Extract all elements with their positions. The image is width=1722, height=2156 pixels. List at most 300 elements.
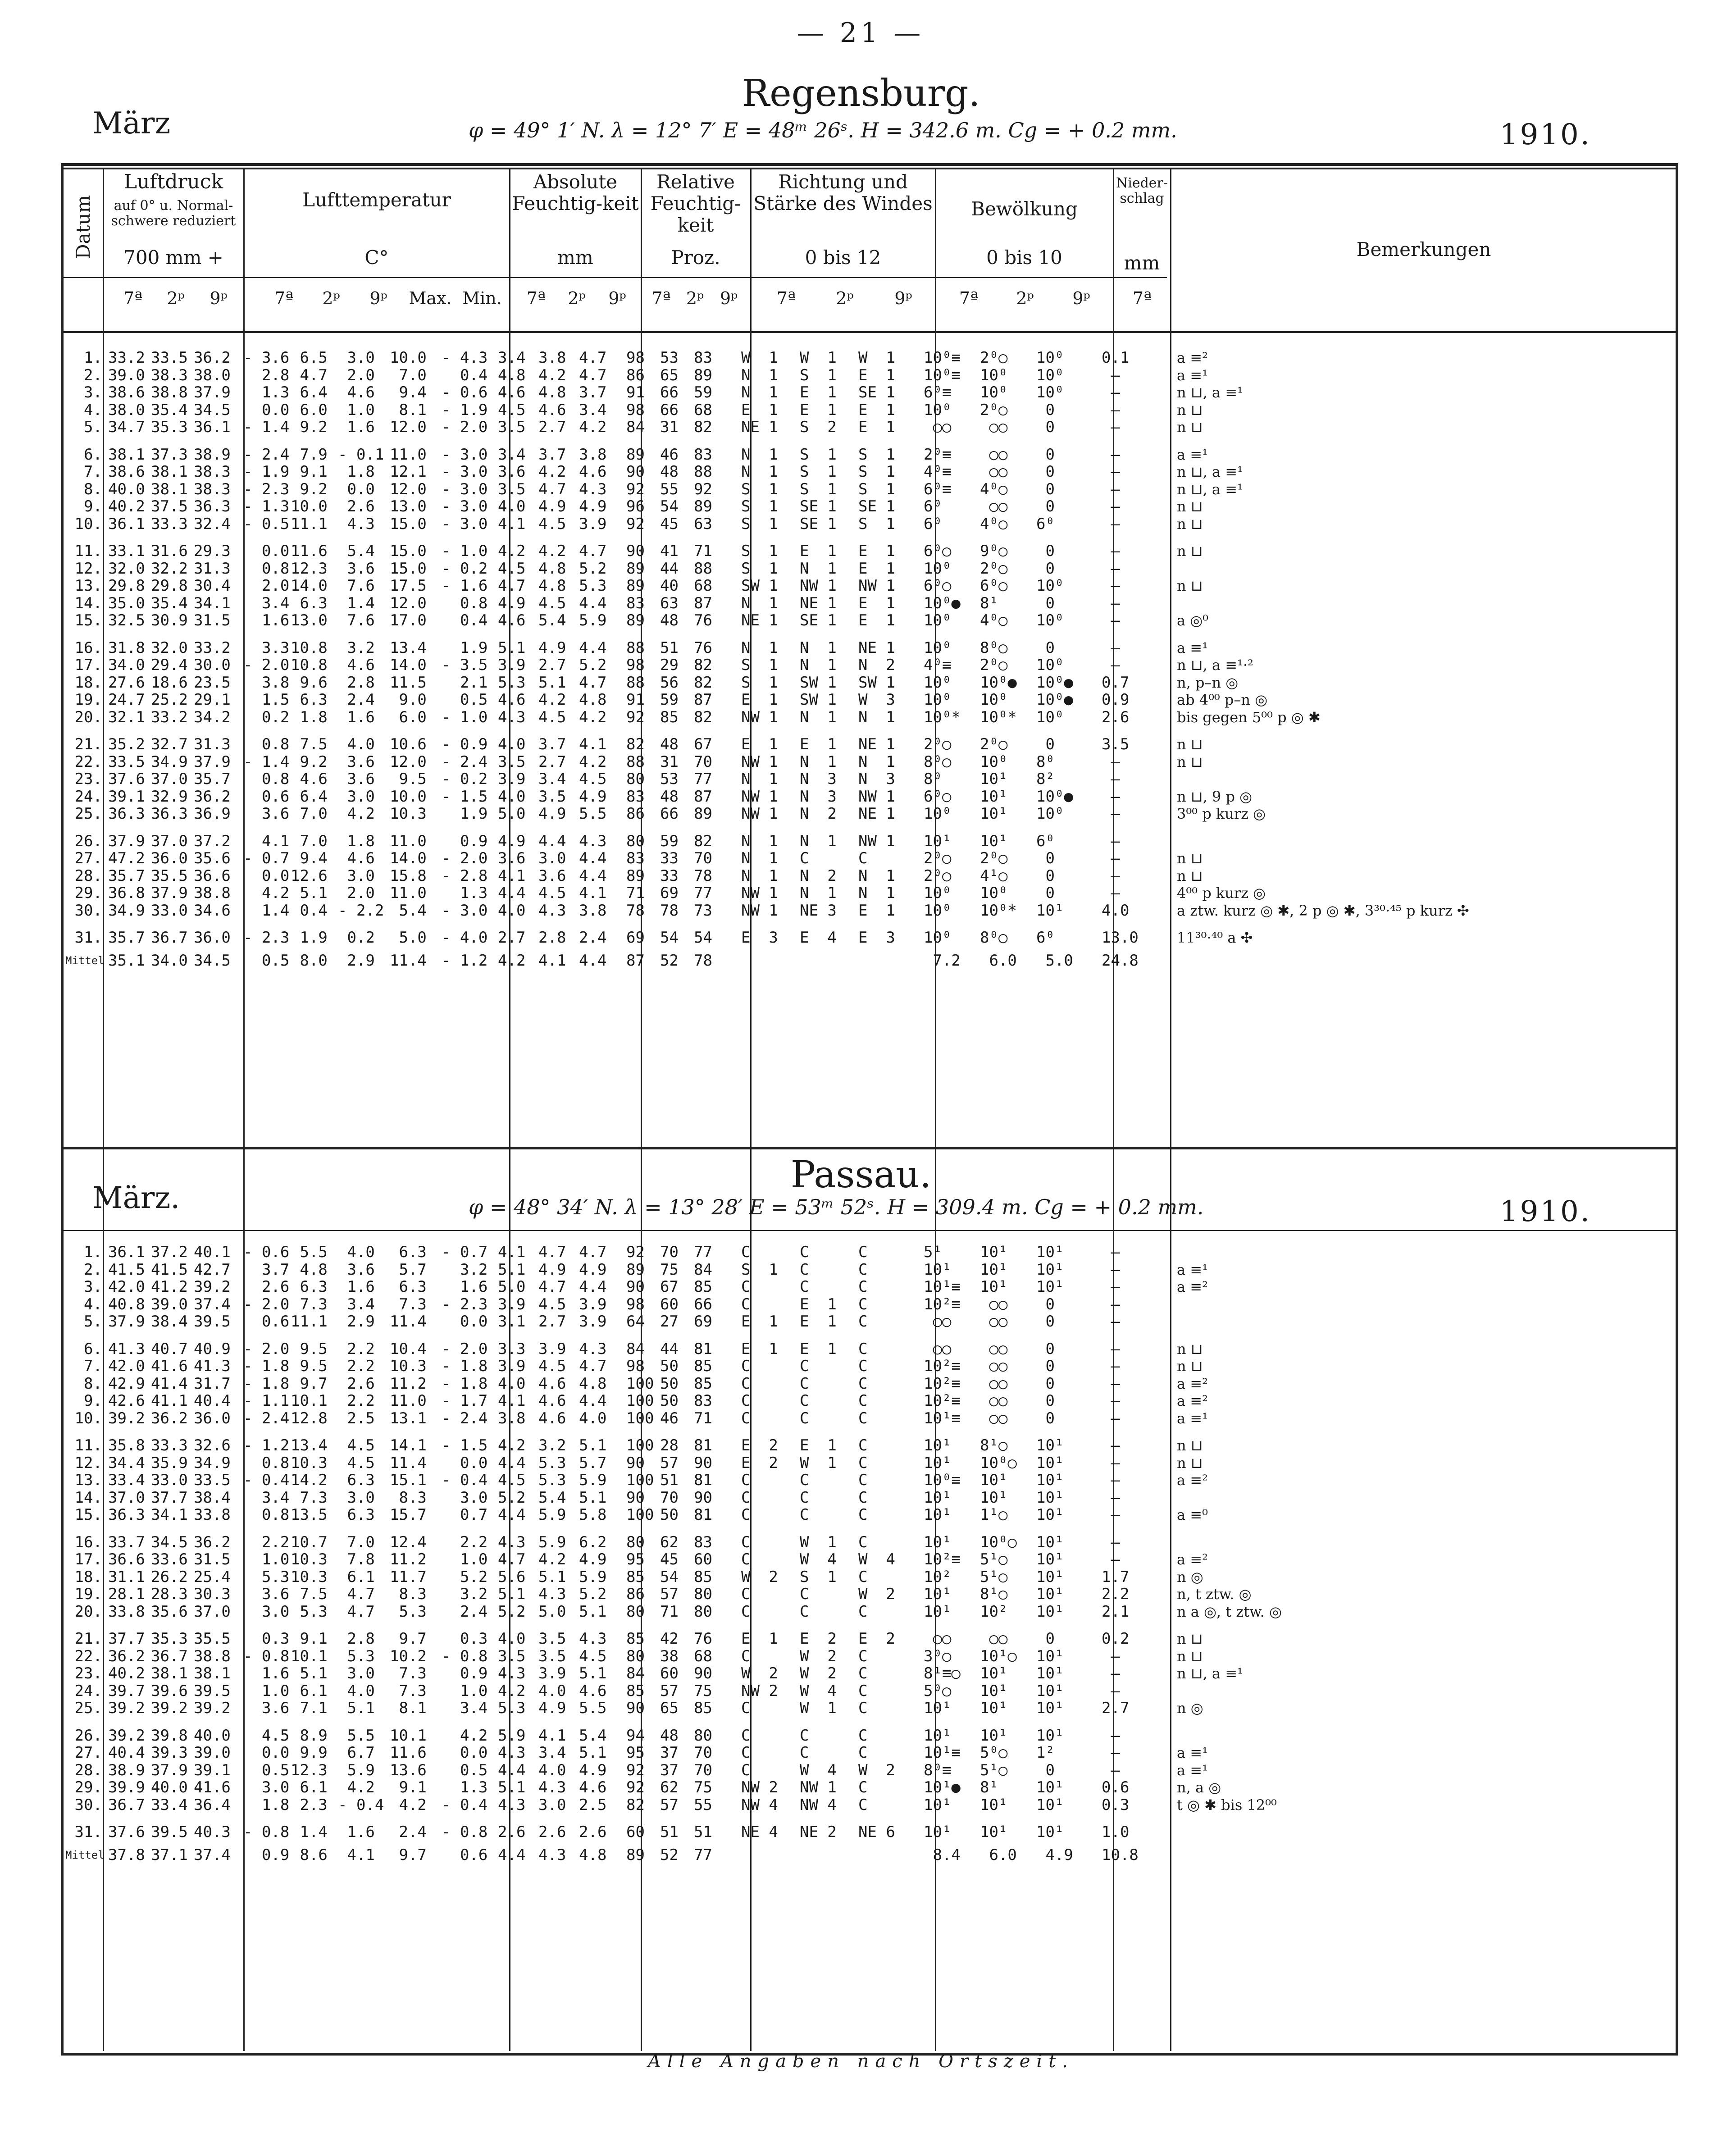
table-cell: 57 [660,1585,679,1603]
table-cell: 3. [65,1278,102,1296]
table-cell: 81 [694,1506,712,1524]
table-cell: 3.6 [498,463,526,481]
table-cell: C [741,1647,778,1665]
table-cell: 4.2 [243,884,290,902]
table-cell: 4⁰○ [980,480,1017,498]
table-cell: 87 [626,951,645,970]
table-cell: 27 [660,1313,679,1331]
table-cell: 50 [660,1506,679,1524]
table-cell: 10⁰ [1036,611,1073,629]
table-cell: 32.7 [151,735,188,753]
table-cell: 10¹ [980,832,1017,850]
table-cell: 9.2 [291,480,328,498]
table-cell: - 1.7 [442,1392,488,1410]
table-cell: 3.9 [579,515,607,533]
year-passau: 1910. [1499,1195,1591,1228]
table-cell: 8. [65,480,102,498]
table-cell: 41.5 [108,1260,145,1279]
table-cell: 80 [626,832,645,850]
table-cell: 38.0 [194,366,231,384]
table-cell: 4.6 [338,656,375,674]
table-cell: 3.0 [243,1602,290,1621]
remark-line: 11³⁰·⁴⁰ a ✣ [1177,929,1253,946]
table-cell: 36.0 [151,849,188,867]
table-cell: 2.4 [579,929,607,947]
table-cell: 85 [694,1357,712,1375]
table-cell: 0 [1036,559,1073,578]
table-cell: 98 [626,349,645,367]
table-cell: 4.0 [498,735,526,753]
table-cell: 15.0 [390,542,427,560]
table-cell: 1.8 [291,708,328,726]
table-cell: 84 [626,1664,645,1682]
obs-7a: 7ª [1132,288,1152,308]
table-cell: 56 [660,673,679,692]
table-cell: 0.2 [1102,1630,1130,1648]
table-cell: 6⁰≡ [924,383,961,401]
table-cell: 35.7 [108,866,145,885]
table-cell: 4.2 [538,366,566,384]
table-cell: 4.5 [338,1454,375,1472]
table-cell: E 1 [858,418,895,436]
table-cell: 4.0 [498,497,526,515]
table-cell: C [741,1488,778,1507]
table-cell: 10¹ [924,1436,961,1454]
table-cell: C [741,1471,778,1489]
table-cell: 32.9 [151,787,188,806]
table-cell: 4.6 [498,611,526,629]
table-cell: 6.3 [390,1243,427,1261]
table-cell: 4.9 [579,787,607,806]
table-cell: 5.3 [291,1602,328,1621]
table-cell: 2⁰○ [924,849,961,867]
table-cell: - 2.0 [442,418,488,436]
table-cell: 5.9 [498,1726,526,1745]
table-cell: 38.4 [151,1313,188,1331]
table-cell: 10⁰ [980,383,1017,401]
table-cell: 37.0 [194,1602,231,1621]
table-cell: 84 [626,418,645,436]
table-cell: 34.9 [151,752,188,771]
table-cell: 0 [1036,1630,1073,1648]
table-cell: Mittel [65,1848,105,1861]
table-cell: 1.4 [243,901,290,920]
table-cell: 38.6 [108,383,145,401]
table-cell: 6.5 [291,349,328,367]
table-cell: 27.6 [108,673,145,692]
table-cell: - 1.5 [442,787,488,806]
table-cell: NW 2 [741,1778,778,1796]
table-cell: 40.4 [194,1392,231,1410]
table-cell: 0 [1036,866,1073,885]
table-cell: ○○ [924,1630,961,1648]
table-cell: 4.8 [538,559,566,578]
table-cell: 4.4 [498,1761,526,1779]
table-cell: NE 1 [858,638,895,657]
table-cell: 0 [1036,849,1073,867]
table-cell: 3.2 [538,1436,566,1454]
table-cell: 92 [626,1243,654,1261]
table-cell: 24. [65,1682,102,1700]
remark-line [1177,1727,1282,1745]
table-cell: 17.0 [390,611,427,629]
table-cell: E 1 [800,1436,837,1454]
table-cell: 3.4 [498,445,526,464]
table-cell: 3.5 [538,1630,566,1648]
table-cell: 39.5 [151,1823,188,1841]
remark-line: n ⊔, a ≡¹ [1177,1665,1243,1682]
table-cell: - 1.2 [442,951,488,970]
table-cell: 10²≡ [924,1550,961,1568]
table-cell: - 0.7 [442,1243,488,1261]
table-cell: S 1 [800,463,837,481]
table-cell: - 2.4 [442,752,488,771]
table-cell: 80 [626,1533,645,1551]
table-cell: - 3.0 [442,480,488,498]
table-cell: — [1102,1647,1130,1665]
table-cell: 16. [65,638,102,657]
table-cell: - 0.7 [243,849,290,867]
table-cell: 0 [1036,497,1073,515]
table-cell: N 1 [858,708,895,726]
table-cell: S 1 [800,480,837,498]
table-cell: 5.4 [338,542,375,560]
table-cell: 100 [626,1436,654,1454]
table-cell: 11.4 [390,1313,427,1331]
table-cell: 0.8 [243,559,290,578]
table-cell: 7.6 [338,577,375,595]
table-cell: — [1102,656,1130,674]
table-cell: 42.9 [108,1374,145,1393]
table-cell: 41.3 [194,1357,231,1375]
table-cell: 42.0 [108,1278,145,1296]
header-wind: Richtung und Stärke des Windes [753,171,933,214]
table-cell: NE 3 [800,901,837,920]
table-cell: 8⁰○ [924,752,961,771]
table-cell: - 4.3 [442,349,488,367]
station-title-passau: Passau. [790,1153,932,1196]
table-cell: ○○ [980,445,1017,464]
table-cell: 32.2 [151,559,188,578]
table-cell: 8.0 [291,951,328,970]
table-cell: 60 [694,1550,712,1568]
table-cell: 3.9 [538,1340,566,1358]
table-cell: 36.3 [151,805,188,823]
table-cell: S 1 [858,463,895,481]
table-cell: 4.1 [498,866,526,885]
table-cell: 1.8 [338,463,375,481]
table-cell: SW 1 [741,577,778,595]
table-cell: 9.2 [291,752,328,771]
table-cell: 6.3 [291,691,328,709]
table-cell: N 3 [800,770,837,788]
table-cell: 36.6 [108,1550,145,1568]
table-cell: 8.9 [291,1726,328,1745]
table-cell: 19. [65,1585,102,1603]
table-cell: 6⁰ [924,515,961,533]
table-cell: SE 1 [800,611,837,629]
table-cell: 37.9 [194,383,231,401]
table-cell: 3.4 [338,1295,375,1313]
table-cell: 80 [626,770,645,788]
table-cell: 0.0 [442,1744,488,1762]
table-cell: — [1102,1260,1130,1279]
table-cell: 7.5 [291,735,328,753]
table-cell: 29.8 [151,577,188,595]
table-cell: 10¹ [1036,1647,1073,1665]
table-cell: 10.0 [390,349,427,367]
table-cell: 37.9 [151,1761,188,1779]
table-cell: C [858,1357,895,1375]
table-cell: 35.6 [194,849,231,867]
table-cell: 14.0 [390,849,427,867]
table-cell: 4⁰○ [980,611,1017,629]
table-cell: 11. [65,542,102,560]
table-cell: N 1 [800,752,837,771]
table-cell: 90 [626,1454,654,1472]
table-cell: 4.8 [579,691,607,709]
table-cell: 37.4 [194,1295,231,1313]
table-cell: 82 [694,418,712,436]
table-cell: 1.7 [1102,1568,1130,1586]
table-cell: 38.9 [108,1761,145,1779]
table-cell: 41.6 [194,1778,231,1796]
table-cell: 9.7 [291,1374,328,1393]
table-cell: 34.6 [194,901,231,920]
table-cell: 10⁰ [924,611,961,629]
table-cell: E 1 [800,1340,837,1358]
table-cell: 4⁰○ [980,515,1017,533]
table-cell: 10¹ [980,1243,1017,1261]
table-cell: 10.6 [390,735,427,753]
table-cell: - 1.8 [442,1357,488,1375]
table-cell: S 1 [800,445,837,464]
table-cell: ○○ [980,1357,1017,1375]
table-cell: 6. [65,1340,102,1358]
table-cell: 36.3 [108,1506,145,1524]
table-cell: 14.0 [390,656,427,674]
table-cell: 3.9 [579,1295,607,1313]
table-cell: 4.3 [538,1585,566,1603]
table-cell: 4.3 [498,1664,526,1682]
table-cell: 6.1 [291,1778,328,1796]
table-cell: 50 [660,1392,679,1410]
table-cell: 5.5 [338,1726,375,1745]
table-cell: C [741,1550,778,1568]
table-cell: 10⁰≡ [924,349,961,367]
table-cell: — [1102,884,1130,902]
table-cell: 53 [660,349,679,367]
table-cell: 9.7 [390,1846,427,1864]
table-cell: 10⁰● [980,673,1017,692]
table-cell: E 1 [858,611,895,629]
table-cell: 5.0 [1036,951,1073,970]
table-cell: 98 [626,401,645,419]
table-cell: 3.8 [538,349,566,367]
table-cell: 10.4 [390,1340,427,1358]
table-cell: 1.6 [338,1823,375,1841]
table-cell: 13.0 [390,497,427,515]
table-cell: 10⁰● [1036,691,1073,709]
table-cell: 36.1 [194,418,231,436]
table-cell: 33.7 [108,1533,145,1551]
table-cell: 83 [694,1392,712,1410]
table-cell: — [1102,480,1130,498]
table-cell: 30.9 [151,611,188,629]
table-cell: 8.3 [390,1488,427,1507]
table-cell: ○○ [980,1340,1017,1358]
table-cell: 11.5 [390,673,427,692]
table-cell: 4.8 [579,1374,607,1393]
table-cell: 4.3 [538,1846,566,1864]
table-cell: 39.0 [194,1744,231,1762]
table-cell: 36.9 [194,805,231,823]
table-cell: E 3 [858,929,895,947]
table-cell: 4.6 [538,401,566,419]
table-cell: 40.2 [108,497,145,515]
table-cell: 89 [626,1846,645,1864]
table-cell: 9.5 [291,1357,328,1375]
table-cell: 10¹ [924,1506,961,1524]
remark-line: n ⊔ [1177,1358,1203,1375]
table-cell: ○○ [980,1630,1017,1648]
table-cell: 12.3 [291,559,328,578]
table-cell: 81 [694,1436,712,1454]
table-cell: 59 [660,832,679,850]
table-cell: 0 [1036,1409,1073,1427]
table-cell: - 3.6 [243,349,290,367]
table-cell: 39.2 [194,1278,231,1296]
table-cell: 35.8 [108,1436,145,1454]
table-cell: 4.2 [442,1726,488,1745]
table-cell: 5.5 [579,805,607,823]
table-cell: C [800,1409,837,1427]
table-cell: 35.1 [108,951,145,970]
table-cell: 35.6 [151,1602,188,1621]
table-cell: 59 [694,383,712,401]
remark-line: a ≡² [1177,1551,1208,1568]
top-rule [63,168,1676,169]
table-cell: 32.1 [108,708,145,726]
table-cell: 12. [65,559,102,578]
table-cell: C [858,1392,895,1410]
table-cell: 10¹ [980,787,1017,806]
obs-2p: 2ᵖ [167,288,185,308]
table-cell: 22. [65,752,102,771]
table-cell: C [858,1340,895,1358]
table-cell: N 1 [800,656,837,674]
table-cell: 11.6 [291,542,328,560]
remark-line: a ≡² [1177,1472,1208,1489]
table-cell: 5.3 [579,577,607,595]
table-cell: 1.0 [442,1682,488,1700]
table-cell: 10. [65,515,102,533]
remark-line: a ≡¹ [1177,446,1208,463]
table-cell: — [1102,1409,1130,1427]
table-cell: 41.1 [151,1392,188,1410]
table-cell: 2.5 [579,1796,607,1814]
table-cell: 33.3 [151,1436,188,1454]
table-cell: 31.8 [108,638,145,657]
table-cell: 86 [626,805,645,823]
table-cell: 18. [65,673,102,692]
table-cell: 36.1 [108,1243,145,1261]
table-cell: 38.9 [194,445,231,464]
table-cell: 33.4 [108,1471,145,1489]
table-cell: C [741,1506,778,1524]
table-cell: 85 [660,708,679,726]
table-cell: 4.1 [579,735,607,753]
table-cell: 41.3 [108,1340,145,1358]
table-cell: 10¹≡ [924,1744,961,1762]
table-cell: 10⁰≡ [924,1471,961,1489]
table-cell: 3.7 [538,445,566,464]
table-cell: 9.2 [291,418,328,436]
remark-line: t ◎ ✱ bis 12⁰⁰ [1177,1796,1277,1814]
table-cell: 1. [65,1243,102,1261]
table-cell: 4.9 [538,497,566,515]
table-cell: — [1102,594,1130,612]
table-cell: 2.6 [338,1374,375,1393]
obs-max: Max. [409,288,452,308]
obs-9p: 9ᵖ [369,288,387,308]
table-cell: 0.4 [442,366,488,384]
header-lufttemperatur-unit: C° [364,246,389,269]
remark-line: 4⁰⁰ p kurz ◎ [1177,884,1266,902]
table-cell: E 1 [741,1313,778,1331]
table-cell: 70 [694,752,712,771]
table-cell: W 2 [858,1761,895,1779]
table-cell: 53 [660,770,679,788]
table-cell: 33.6 [151,1550,188,1568]
table-cell: 2.2 [338,1357,375,1375]
table-cell: - 1.2 [243,1436,290,1454]
table-cell: 4.6 [498,691,526,709]
table-cell: 37.8 [108,1846,145,1864]
table-cell: 10⁰ [924,805,961,823]
table-cell: 4.1 [498,515,526,533]
table-cell: — [1102,445,1130,464]
table-cell: E 1 [741,691,778,709]
table-cell: 36.6 [194,866,231,885]
table-cell: 8. [65,1374,102,1393]
table-cell: 2.4 [442,1602,488,1621]
table-cell: N 1 [741,383,778,401]
table-cell: 8.1 [390,1699,427,1717]
table-cell: 5. [65,418,102,436]
table-cell: N 1 [741,832,778,850]
table-cell: 4.2 [338,1778,375,1796]
table-cell: 10¹ [924,1488,961,1507]
table-cell: S 1 [741,1260,778,1279]
table-cell: 42.7 [194,1260,231,1279]
table-cell: 4.2 [498,951,526,970]
table-cell: 16. [65,1533,102,1551]
table-cell: 36.2 [194,349,231,367]
table-cell: 10¹ [1036,1585,1073,1603]
header-luftdruck: Luftdruck [123,170,223,193]
remark-line: n ⊔ [1177,515,1203,533]
table-cell: 4.6 [579,463,607,481]
table-cell: 7.6 [338,611,375,629]
header-niederschlag: Nieder-schlag [1116,175,1168,206]
table-cell: — [1102,401,1130,419]
table-cell: 4.5 [498,401,526,419]
table-cell: 23. [65,1664,102,1682]
remark-line: a ≡¹ [1177,1744,1208,1761]
table-cell: 10¹○ [980,1647,1017,1665]
table-cell: 87 [694,691,712,709]
